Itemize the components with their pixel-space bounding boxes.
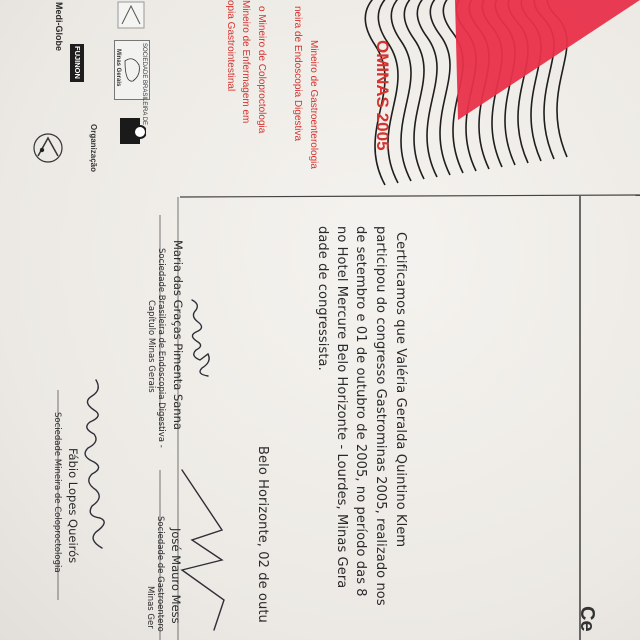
signature-org-2a: Sociedade de Gastroentero (155, 516, 165, 632)
signature-fabio (85, 380, 104, 548)
organizer-line-5: opia Gastrointestinal (225, 0, 236, 92)
place-date: Belo Horizonte, 02 de outu (255, 446, 270, 623)
event-title: OMINAS 2005 (373, 40, 392, 151)
signature-jose (182, 470, 224, 630)
wave-line (404, 0, 425, 179)
signature-org-1a: Sociedade Brasileira de Endoscopia Digestiva - (156, 248, 166, 448)
top-sponsor-logo (116, 0, 146, 30)
certificate-body-line-4: no Hotel Mercure Belo Horizonte - Lourdes, Minas Gera (334, 226, 349, 589)
signature-name-3: Fábio Lopes Queirós (66, 448, 80, 564)
wave-line (391, 0, 412, 181)
organizer-line-2: neira de Endoscopia Digestiva (292, 6, 303, 142)
signature-name-2: José Mauro Mess (169, 528, 183, 624)
signature-org-2b: Minas Ger (145, 586, 155, 629)
certificate-title: Ce (576, 606, 598, 632)
organizacao-label: Organização (89, 124, 98, 173)
certificate-body-line-5: dade de congressista. (315, 226, 330, 371)
fujinon-logo: FUJINON (70, 44, 84, 82)
organizer-line-3: o Mineiro de Coloproctologia (256, 6, 267, 134)
coloproctologia-logo (30, 130, 66, 170)
certificate-body-line-1: Certificamos que Valéria Geralda Quintino Klem (393, 232, 408, 548)
gastro-society-logo (118, 116, 146, 148)
signature-org-1b: Capítulo Minas Gerais (146, 300, 156, 393)
sociedade-brasileira-logo: SOCIEDADE BRASILEIRA DE Minas Gerais (114, 40, 150, 100)
certificate-body-line-2: participou do congresso Gastrominas 2005, realizado nos (373, 226, 388, 606)
medi-globe-logo: Medi-Globe (54, 2, 64, 51)
signature-name-1: Maria das Graças Pimenta Sanna (171, 240, 185, 430)
frame-top-line (180, 195, 640, 197)
organizer-line-4: Mineiro de Enfermagem em (240, 0, 251, 124)
certificate-body-line-3: de setembro e 01 de outubro de 2005, no período das 8 (353, 226, 368, 597)
signature-maria (192, 300, 209, 376)
signature-org-3: Sociedade Mineira de Coloproctologia (52, 412, 62, 573)
red-triangle-logo (455, 0, 640, 120)
organizer-line-1: Mineiro de Gastroenterologia (308, 40, 319, 169)
